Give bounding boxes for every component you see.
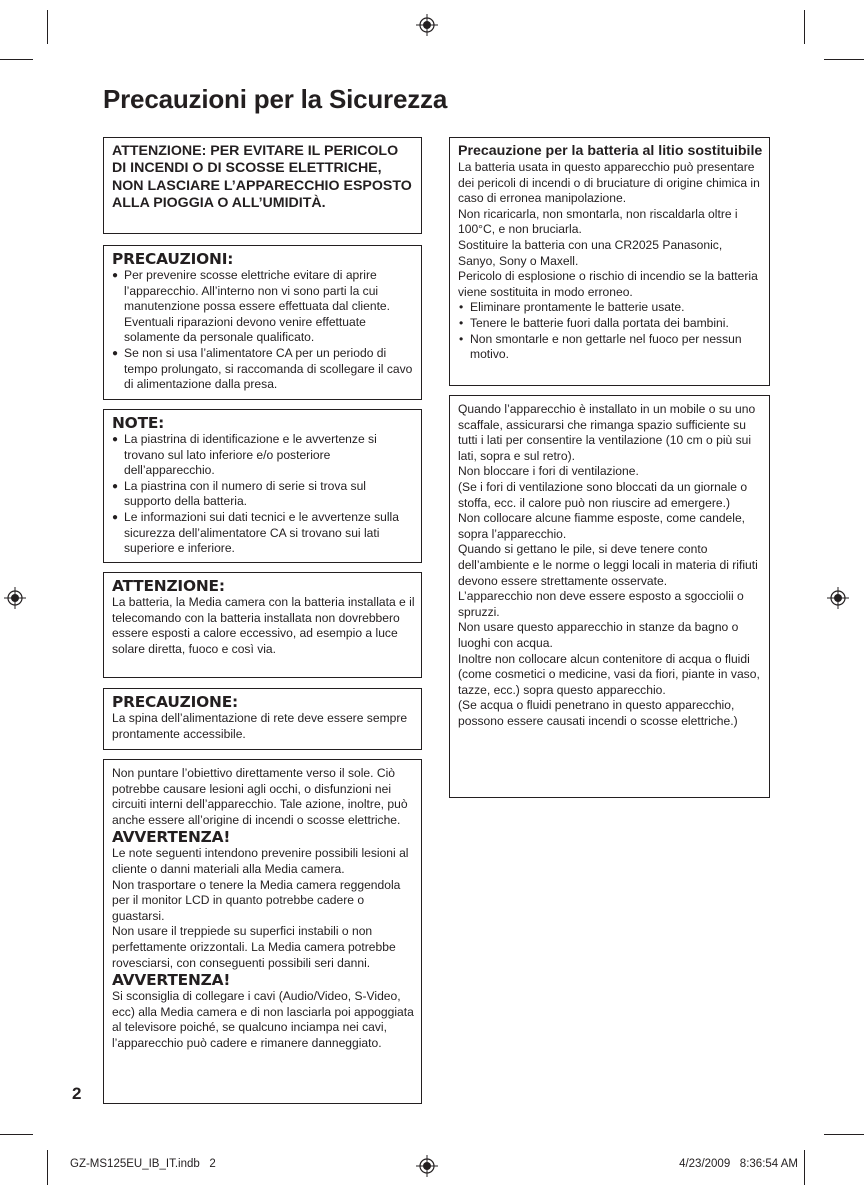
lithium-battery-heading: Precauzione per la batteria al litio sostituibile xyxy=(458,143,763,159)
footer-timestamp: 4/23/2009 8:36:54 AM xyxy=(679,1158,798,1170)
fire-shock-warning-text: ATTENZIONE: PER EVITARE IL PERICOLO DI INCENDI O DI SCOSSE ELETTRICHE, NON LASCIARE L’APPARECCHIO ESPOSTO ALLA PIOGGIA O ALL’UMIDITÀ. xyxy=(112,143,412,212)
list-item: ● Per prevenire scosse elettriche evitare di aprire l’apparecchio. All’interno non vi sono parti la cui manutenzione possa essere effettuata dal cliente. Eventuali riparazioni devono venire effettuate solamente da personale qualificato. xyxy=(112,268,415,346)
paragraph: Pericolo di esplosione o rischio di incendio se la batteria viene sostituita in modo erroneo. xyxy=(458,269,758,299)
paragraph: Quando si gettano le pile, si deve tenere conto dell’ambiente e le norme o leggi locali in materia di rifiuti devono essere strettamente osservate. xyxy=(458,542,758,588)
precauzioni-box xyxy=(103,245,422,400)
crop-mark xyxy=(0,1134,33,1135)
paragraph: Non bloccare i fori di ventilazione. xyxy=(458,464,639,479)
list-item: • Non smontarle e non gettarle nel fuoco per nessun motivo. xyxy=(458,332,763,363)
avvertenza-heading: AVVERTENZA! xyxy=(112,971,231,990)
list-item: ● La piastrina di identificazione e le avvertenze si trovano sul lato inferiore e/o posteriore dell’apparecchio. xyxy=(112,432,415,479)
precauzione-box xyxy=(103,688,422,750)
note-list xyxy=(112,432,415,557)
paragraph: Non usare il treppiede su superfici instabili o non perfettamente orizzontali. La Media camera potrebbe rovesciarsi, con conseguenti possibili seri danni. xyxy=(112,924,396,970)
avvertenza-heading: AVVERTENZA! xyxy=(112,828,231,847)
precauzioni-list xyxy=(112,268,415,393)
paragraph: La batteria usata in questo apparecchio può presentare dei pericoli di incendi o di bruciature di origine chimica in caso di erronea manipolazione. xyxy=(458,160,760,206)
lens-warning-intro: Non puntare l’obiettivo direttamente verso il sole. Ciò potrebbe causare lesioni agli occhi, o disfunzioni nei circuiti interni dell’apparecchio. Tale azione, inoltre, può anche essere all’origine di incendi o scosse elettriche. xyxy=(112,766,408,827)
paragraph: Le note seguenti intendono prevenire possibili lesioni al cliente o danni materiali alla Media camera. xyxy=(112,846,409,876)
list-item: • Tenere le batterie fuori dalla portata dei bambini. xyxy=(458,316,763,332)
paragraph: Non ricaricarla, non smontarla, non riscaldarla oltre i 100°C, e non bruciarla. xyxy=(458,206,738,237)
paragraph: (Se i fori di ventilazione sono bloccati da un giornale o stoffa, ecc. il calore può non riuscire ad emergere.) xyxy=(458,479,748,510)
attenzione-text: La batteria, la Media camera con la batteria installata e il telecomando con la batteria installata non dovrebbero essere esposti a calore eccessivo, ad esempio a luce solare diretta, fuoco e così via. xyxy=(112,595,415,656)
precauzione-heading: PRECAUZIONE: xyxy=(112,693,238,711)
list-item: ● Se non si usa l’alimentatore CA per un periodo di tempo prolungato, si raccomanda di scollegare il cavo di alimentazione dalla presa. xyxy=(112,346,415,393)
crop-mark xyxy=(47,10,48,44)
installation-box xyxy=(449,395,770,798)
lens-warning-box xyxy=(103,759,422,1104)
note-heading: NOTE: xyxy=(112,414,165,432)
paragraph: (Se acqua o fluidi penetrano in questo apparecchio, possono essere causati incendi o scosse elettriche.) xyxy=(458,698,738,728)
crop-mark xyxy=(804,10,805,44)
paragraph: Non trasportare o tenere la Media camera reggendola per il monitor LCD in quanto potrebbe cadere o guastarsi. xyxy=(112,877,401,923)
crop-mark xyxy=(804,1150,805,1185)
crop-mark xyxy=(824,59,864,60)
lithium-battery-box xyxy=(449,137,770,386)
precauzioni-heading: PRECAUZIONI: xyxy=(112,250,234,268)
crop-mark xyxy=(0,59,33,60)
registration-mark-icon xyxy=(4,587,26,609)
list-item: • Eliminare prontamente le batterie usate. xyxy=(458,300,763,316)
crop-mark xyxy=(824,1134,864,1135)
page-title: Precauzioni per la Sicurezza xyxy=(103,84,448,114)
attenzione-box xyxy=(103,572,422,678)
paragraph: Quando l’apparecchio è installato in un mobile o su uno scaffale, assicurarsi che rimanga spazio sufficiente su tutti i lati per consentire la ventilazione (10 cm o più sui lati, sopra e sul retro). xyxy=(458,402,756,463)
fire-shock-warning-box xyxy=(103,137,422,234)
paragraph: L’apparecchio non deve essere esposto a sgocciolii o spruzzi. xyxy=(458,589,744,619)
registration-mark-icon xyxy=(416,1155,438,1177)
registration-mark-icon xyxy=(416,14,438,36)
battery-list xyxy=(458,300,763,362)
crop-mark xyxy=(47,1150,48,1185)
footer-filename: GZ-MS125EU_IB_IT.indb 2 xyxy=(70,1158,216,1170)
list-item: ● La piastrina con il numero di serie si trova sul supporto della batteria. xyxy=(112,479,415,510)
paragraph: Sostituire la batteria con una CR2025 Panasonic, Sanyo, Sony o Maxell. xyxy=(458,237,723,268)
paragraph: Non collocare alcune fiamme esposte, come candele, sopra l’apparecchio. xyxy=(458,511,746,541)
note-box xyxy=(103,409,422,563)
paragraph: Non usare questo apparecchio in stanze da bagno o luoghi con acqua. xyxy=(458,620,739,650)
registration-mark-icon xyxy=(827,587,849,609)
list-item: ● Le informazioni sui dati tecnici e le avvertenze sulla sicurezza dell’alimentatore CA si trovano sui lati superiore e inferiore. xyxy=(112,510,415,557)
precauzione-text: La spina dell’alimentazione di rete deve essere sempre prontamente accessibile. xyxy=(112,711,408,741)
attenzione-heading: ATTENZIONE: xyxy=(112,577,225,595)
paragraph: Inoltre non collocare alcun contenitore di acqua o fluidi (come cosmetici o medicine, vasi da fiori, piante in vaso, tazze, ecc.) sopra questo apparecchio. xyxy=(458,651,760,697)
page-number: 2 xyxy=(72,1084,82,1103)
paragraph: Si sconsiglia di collegare i cavi (Audio/Video, S-Video, ecc) alla Media camera e di non lasciarla poi appoggiata al televisore poiché, se qualcuno inciampa nei cavi, l’apparecchio può cadere e rimanere danneggiato. xyxy=(112,989,414,1050)
